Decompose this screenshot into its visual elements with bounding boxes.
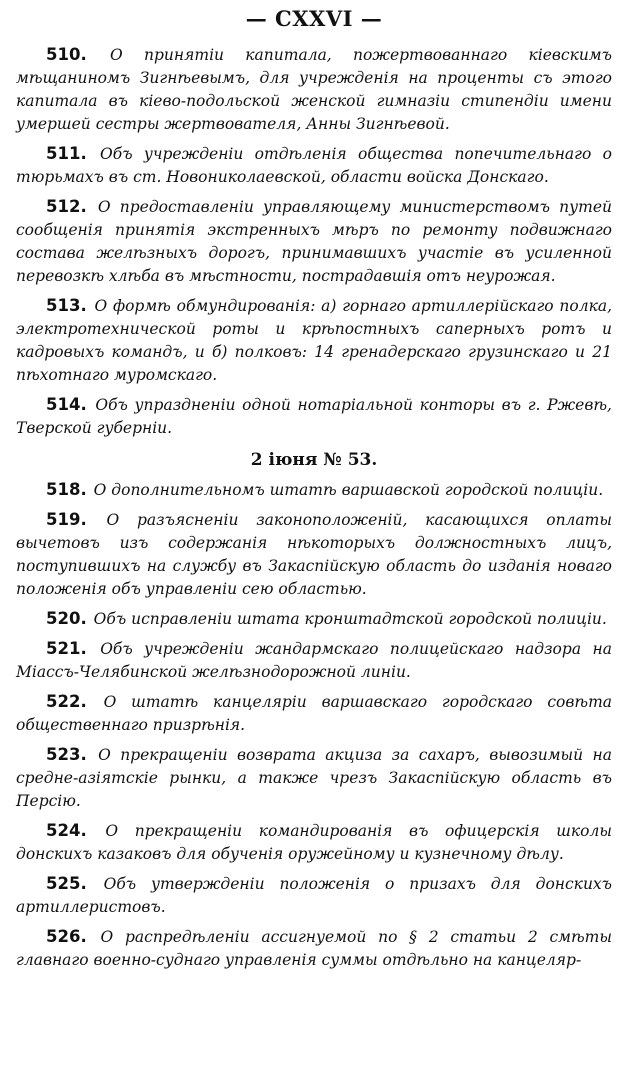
- entry-number: 524.: [46, 821, 87, 840]
- entry-512: [16, 195, 612, 288]
- entry-text: О формѣ обмундированія: а) горнаго артиллерійскаго полка, электротехнической роты и крѣпостныхъ саперныхъ ротъ и кадровыхъ командъ, и б) полковъ: 14 гренадерскаго грузинскаго и 21 пѣхотнаго муромскаго.: [16, 297, 612, 384]
- entries-list-before: [16, 43, 612, 440]
- entry-519: [16, 508, 612, 601]
- entry-text: О прекращеніи командированія въ офицерскія школы донскихъ казаковъ для обученія оружейному и кузнечному дѣлу.: [16, 822, 612, 863]
- entries-list-after: [16, 478, 612, 971]
- entry-number: 512.: [46, 197, 87, 216]
- entry-526: [16, 925, 612, 971]
- entry-number: 518.: [46, 480, 87, 499]
- entry-text: О дополнительномъ штатѣ варшавской городской полиціи.: [93, 481, 604, 499]
- entry-number: 514.: [46, 395, 87, 414]
- entry-text: О разъясненіи законоположеній, касающихся оплаты вычетовъ изъ содержанія нѣкоторыхъ должностныхъ лицъ, поступившихъ на службу въ Закаспійскую область до изданія новаго положенія объ управленіи сею областью.: [16, 511, 612, 598]
- entry-518: [16, 478, 612, 502]
- entry-523: [16, 743, 612, 813]
- entry-text: Объ упраздненіи одной нотаріальной конторы въ г. Ржевѣ, Тверской губерніи.: [16, 396, 612, 437]
- entry-number: 522.: [46, 692, 87, 711]
- section-heading: 2 іюня № 53.: [250, 450, 378, 470]
- entry-text: О распредѣленіи ассигнуемой по § 2 статьи 2 смѣты главнаго военно-суднаго управленія суммы отдѣльно на канцеляр-: [16, 928, 612, 969]
- entry-510: [16, 43, 612, 136]
- entry-513: [16, 294, 612, 387]
- entry-number: 525.: [46, 874, 87, 893]
- entry-number: 510.: [46, 45, 87, 64]
- entry-511: [16, 142, 612, 189]
- entry-514: [16, 393, 612, 440]
- entry-number: 520.: [46, 609, 87, 628]
- entry-text: Объ утвержденіи положенія о призахъ для донскихъ артиллеристовъ.: [16, 875, 612, 916]
- entry-520: [16, 607, 612, 631]
- entry-525: [16, 872, 612, 919]
- entry-524: [16, 819, 612, 866]
- entry-text: О принятіи капитала, пожертвованнаго кіевскимъ мѣщаниномъ Зигнѣевымъ, для учрежденія на проценты съ этого капитала въ кіево-подольской женской гимназіи стипендіи имени умершей сестры жертвователя, Анны Зигнѣевой.: [16, 46, 612, 133]
- entry-text: О штатѣ канцеляріи варшавскаго городскаго совѣта общественнаго призрѣнія.: [16, 693, 613, 734]
- entry-text: Объ учрежденіи жандармскаго полицейскаго надзора на Міассъ-Челябинской желѣзнодорожной линіи.: [16, 640, 612, 681]
- entry-number: 513.: [46, 296, 87, 315]
- document-page: [16, 0, 612, 971]
- page-number-header: — CXXVI —: [245, 6, 383, 31]
- entry-text: Объ учрежденіи отдѣленія общества попечительнаго о тюрьмахъ въ ст. Новониколаевской, области войска Донскаго.: [16, 145, 612, 186]
- entry-number: 511.: [46, 144, 87, 163]
- entry-521: [16, 637, 612, 684]
- entry-number: 519.: [46, 510, 87, 529]
- entry-number: 523.: [46, 745, 87, 764]
- entry-text: О предоставленіи управляющему министерствомъ путей сообщенія принятія экстренныхъ мѣръ по ремонту подвижнаго состава желѣзныхъ дорогъ, принимавшихъ участіе въ усиленной перевозкѣ хлѣба въ мѣстности, пострадавшія отъ неурожая.: [16, 198, 612, 285]
- entry-522: [16, 690, 612, 737]
- entry-text: О прекращеніи возврата акциза за сахаръ, вывозимый на средне-азіятскіе рынки, а также чрезъ Закаспійскую область въ Персію.: [16, 746, 612, 810]
- entry-number: 526.: [46, 927, 87, 946]
- entry-text: Объ исправленіи штата кронштадтской городской полиціи.: [93, 610, 607, 628]
- entry-number: 521.: [46, 639, 87, 658]
